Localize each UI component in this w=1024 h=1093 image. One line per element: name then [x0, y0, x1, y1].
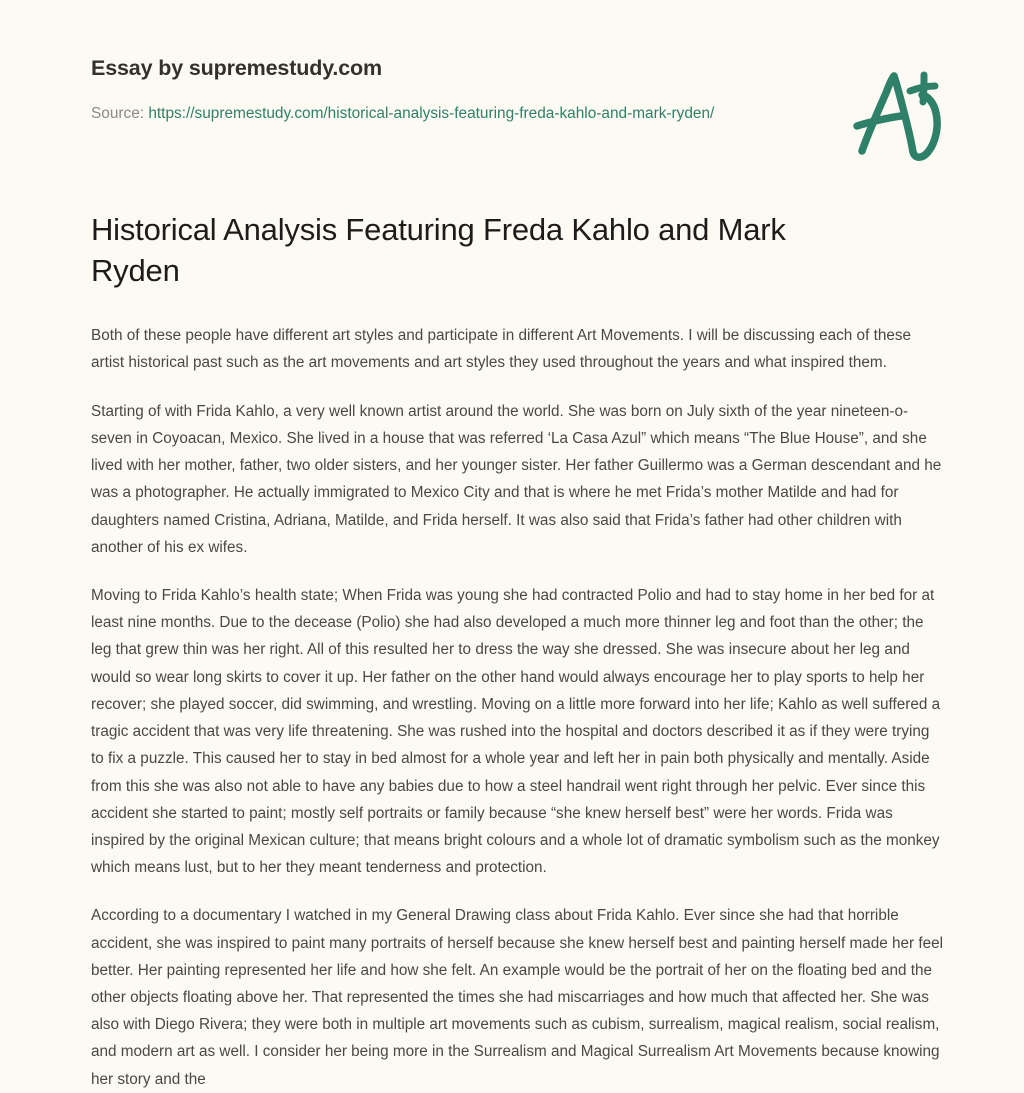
article-body	[91, 322, 946, 1093]
site-title: Essay by supremestudy.com	[91, 56, 383, 80]
article-paragraph: Both of these people have different art styles and participate in different Art Movements. I will be discussing each of these artist historical past such as the art movements and art styles they used throughout the years and what inspired them.	[91, 327, 911, 372]
source-line	[91, 102, 751, 127]
source-url-link[interactable]: https://supremestudy.com/historical-analysis-featuring-freda-kahlo-and-mark-ryden/	[148, 104, 715, 122]
a-plus-logo-icon	[840, 56, 952, 168]
article-paragraph: Moving to Frida Kahlo’s health state; When Frida was young she had contracted Polio and had to stay home in her bed for at least nine months. Due to the decease (Polio) she had also developed a much more thinner leg and foot than the other; the leg that grew thin was her right. All of this resulted her to dress the way she dressed. She was insecure about her leg and would so wear long skirts to cover it up. Her father on the other hand would always encourage her to play sports to help her recover; she played soccer, did swimming, and wrestling. Moving on a little more forward into her life; Kahlo as well suffered a tragic accident that was very life threatening. She was rushed into the hospital and doctors described it as if they were trying to fix a puzzle. This caused her to stay in bed almost for a whole year and left her in pain both physically and mentally. Aside from this she was also not able to have any babies due to how a steel handrail went right through her pelvic. Ever since this accident she started to paint; mostly self portraits or family because “she knew herself best” were her words. Frida was inspired by the original Mexican culture; that means bright colours and a whole lot of dramatic symbolism such as the monkey which means lust, but to her they meant tenderness and protection.	[91, 586, 941, 877]
source-label: Source:	[91, 104, 149, 122]
page-header	[0, 0, 1024, 132]
article-paragraph: Starting of with Frida Kahlo, a very well known artist around the world. She was born on July sixth of the year nineteen-o-seven in Coyoacan, Mexico. She lived in a house that was referred ‘La Casa Azul” which means “The Blue House”, and she lived with her mother, father, two older sisters, and her younger sister. Her father Guillermo was a German descendant and he was a photographer. He actually immigrated to Mexico City and that is where he met Frida’s mother Matilde and had for daughters named Cristina, Adriana, Matilde, and Frida herself. It was also said that Frida’s father had other children with another of his ex wifes.	[91, 402, 942, 556]
article	[0, 210, 1024, 1093]
article-paragraph: According to a documentary I watched in my General Drawing class about Frida Kahlo. Ever since she had that horrible accident, she was inspired to paint many portraits of herself because she knew herself best and painting herself made her feel better. Her painting represented her life and how she felt. An example would be the portrait of her on the floating bed and the other objects floating above her. That represented the times she had miscarriages and how much that affected her. She was also with Diego Rivera; they were both in multiple art movements such as cubism, surrealism, magical realism, social realism, and modern art as well. I consider her being more in the Surrealism and Magical Surrealism Art Movements because knowing her story and the	[91, 907, 944, 1088]
page-title: Historical Analysis Featuring Freda Kahlo and Mark Ryden	[91, 212, 786, 288]
